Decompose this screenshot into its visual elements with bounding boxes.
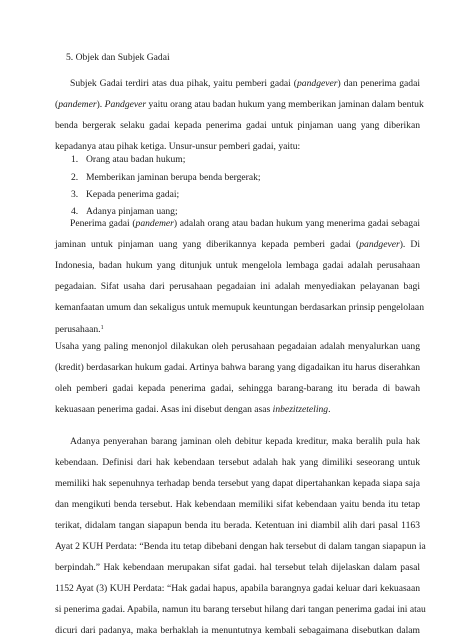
- text-line: (pandemer). Pandgever yaitu orang atau badan hukum yang memberikan jaminan dalam bentuk: [55, 99, 424, 110]
- text-line: 1152 Ayat (3) KUH Perdata: “Hak gadai hapus, apabila barangnya gadai keluar dari kekuasaan: [55, 583, 420, 594]
- text-line: jaminan untuk pinjaman uang yang diberikannya kepada pemberi gadai (pandgever). Di: [55, 239, 420, 250]
- text-line: oleh pemberi gadai kepada penerima gadai, sehingga barang-barang itu berada di bawah: [55, 383, 420, 394]
- section-heading: 5. Objek dan Subjek Gadai: [66, 52, 170, 63]
- text-line: pegadaian. Sifat usaha dari perusahaan pegadaian ini adalah menyediakan pelayanan bagi: [55, 281, 420, 292]
- text-line: Indonesia, badan hukum yang ditunjuk untuk mengelola lembaga gadai adalah perusahaan: [55, 260, 420, 271]
- text-line: perusahaan.$^1$: [55, 324, 104, 335]
- text-line: kepadanya atau pihak ketiga. Unsur-unsur pemberi gadai, yaitu:: [55, 141, 301, 152]
- text-line: kebendaan. Definisi dari hak kebendaan tersebut adalah hak yang dimiliki seseorang untuk: [55, 457, 420, 468]
- footnote-ref[interactable]: 1: [100, 325, 104, 331]
- text-line: si penerima gadai. Apabila, namun itu barang tersebut hilang dari tangan penerima gadai ini atau: [55, 604, 426, 615]
- list-item: 4. Adanya pinjaman uang;: [71, 206, 178, 217]
- text-line: kemanfaatan umum dan sekaligus untuk memupuk keuntungan berdasarkan prinsip pengelolaan: [55, 302, 424, 313]
- text-line: Usaha yang paling menonjol dilakukan oleh perusahaan pegadaian adalah menyalurkan uang: [55, 341, 420, 352]
- text-line: dan mengikuti benda tersebut. Hak kebendaan memiliki sifat kebendaan yaitu benda itu tetap: [55, 499, 420, 510]
- list-item: 2. Memberikan jaminan berupa benda bergerak;: [71, 172, 261, 183]
- text-line: Adanya penyerahan barang jaminan oleh debitur kepada kreditur, maka beralih pula hak: [70, 436, 420, 447]
- text-line: memiliki hak sepenuhnya terhadap benda tersebut yang dapat dipertahankan kepada siapa saja: [55, 478, 420, 489]
- text-line: benda bergerak selaku gadai kepada penerima gadai untuk pinjaman uang yang diberikan: [55, 120, 420, 131]
- list-item: 1. Orang atau badan hukum;: [71, 154, 186, 165]
- list-item: 3. Kepada penerima gadai;: [71, 189, 180, 200]
- text-line: Ayat 2 KUH Perdata: “Benda itu tetap dibebani dengan hak tersebut di dalam tangan siapapun ia: [55, 541, 426, 552]
- text-line: berpindah.” Hak kebendaan merupakan sifat gadai. hal tersebut telah dijelaskan dalam pasal: [55, 562, 420, 573]
- text-line: dicuri dari padanya, maka berhaklah ia menuntutnya kembali sebagaimana disebutkan dalam: [55, 625, 420, 636]
- text-line: terikat, didalam tangan siapapun benda itu berada. Ketentuan ini diambil alih dari pasal 1163: [55, 520, 420, 531]
- text-line: Penerima gadai (pandemer) adalah orang atau badan hukum yang menerima gadai sebagai: [70, 218, 420, 229]
- text-line: Subjek Gadai terdiri atas dua pihak, yaitu pemberi gadai (pandgever) dan penerima gadai: [70, 78, 420, 89]
- text-line: (kredit) berdasarkan hukum gadai. Artinya bahwa barang yang digadaikan itu harus diserahkan: [55, 362, 420, 373]
- text-line: kekuasaan penerima gadai. Asas ini disebut dengan asas inbezitzeteling.: [55, 404, 331, 415]
